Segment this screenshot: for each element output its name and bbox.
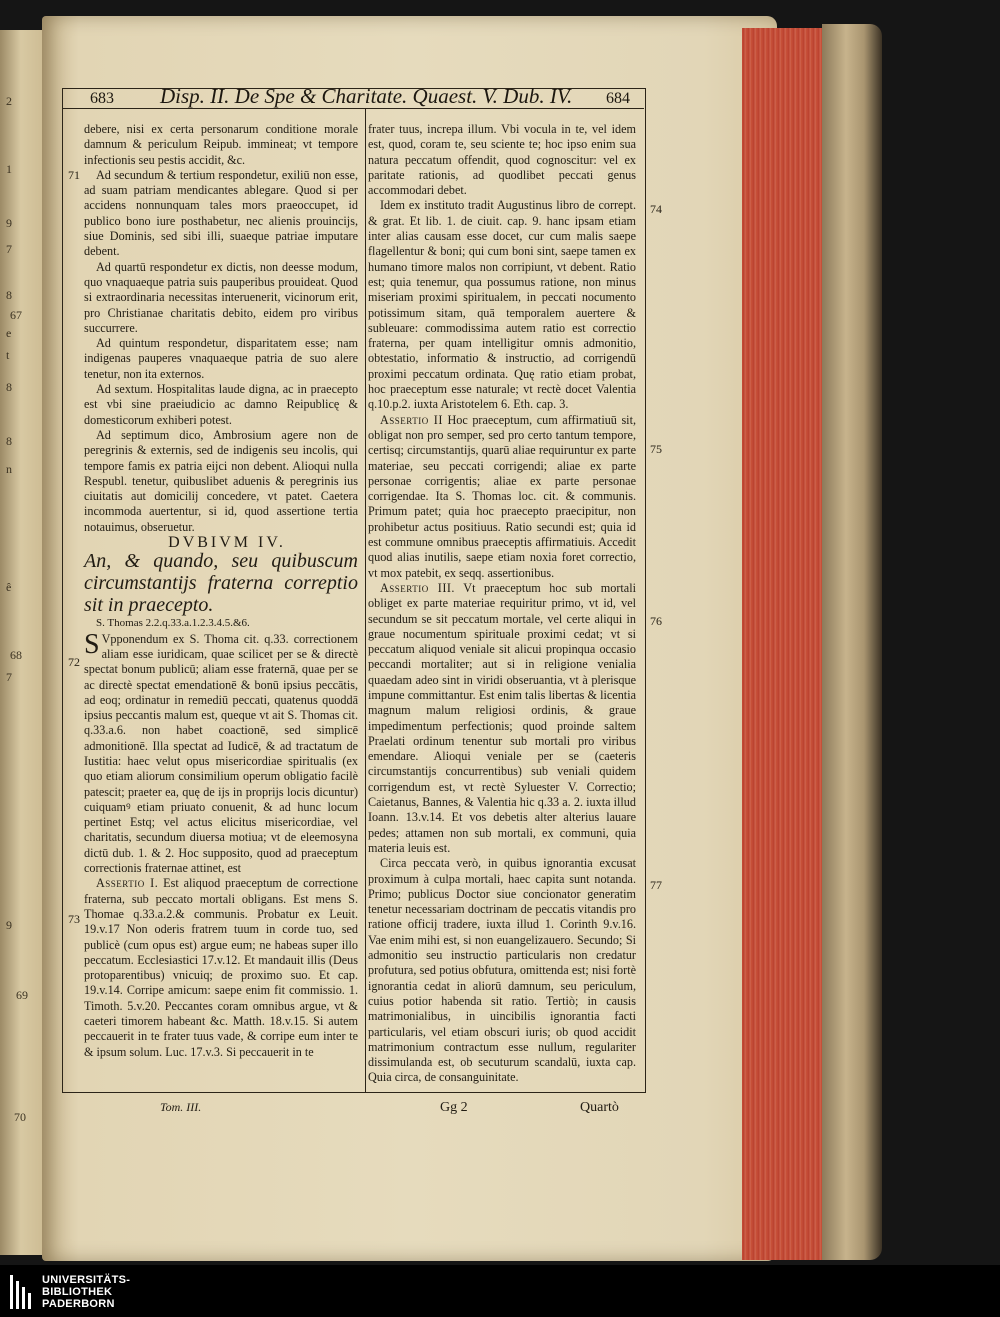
left-fragment: 67 bbox=[10, 308, 22, 322]
left-fragment: 9 bbox=[6, 216, 12, 230]
margin-number: 71 bbox=[68, 168, 80, 182]
library-line: PADERBORN bbox=[42, 1298, 115, 1310]
paragraph: Idem ex instituto tradit Augustinus libro de corrept. & grat. Et lib. 1. de ciuit. cap. 9. hanc ipsam etiam inter alias causam esse docet, cur cum malis saepe flagellentur & boni; qui cum boni sint, saepe tamen ex humano timore malos non corripiunt, vt debent. Ratio est; quia tenemur, qua possumus ratione, non minus miseriam proximi spiritualem, in peccati nocumento potissimum sitam, quā temporalem auertere & subleuare: commodissima autem ratio est correctio fraterna, per quam intelligitur omnis admonitio, obtestatio, informatio & instructio, ad corrigendū proximi peccatum ordinata. Quę ratio etiam probat, hoc praeceptum esse naturale; vt rectè docet Valentia q.10.p.2. iuxta Aristotelem 6. Eth. cap. 3. bbox=[368, 198, 636, 412]
paragraph: Ad secundum & tertium respondetur, exiliū non esse, ad suam patriam mendicantes ablegare. Quod si per accidens nonnunquam tales mors praeoccupet, id publico bono iure posthabetur, nec alienis prouincijs, siue Dominis, sed sibi illi, suaeque patriae imputare debent. bbox=[84, 167, 358, 259]
library-logo-icon bbox=[10, 1275, 34, 1309]
paragraph: Ad quartū respondetur ex dictis, non deesse modum, quo vnaquaeque patria suis pauperibus prouideat. Quod si extraordinaria necessitas interuenerit, vicinorum erit, pro Christianae charitatis debito, eidem pro viribus succurrere. bbox=[84, 259, 358, 335]
left-fragment: 8 bbox=[6, 434, 12, 448]
drop-cap: S bbox=[84, 628, 100, 660]
assertion-paragraph bbox=[368, 413, 636, 581]
left-fragment: 68 bbox=[10, 648, 22, 662]
left-fragment: 2 bbox=[6, 94, 12, 108]
left-fragment: 69 bbox=[16, 988, 28, 1002]
left-page-number: 683 bbox=[90, 90, 114, 107]
volume-mark: Tom. III. bbox=[160, 1100, 202, 1114]
right-column bbox=[368, 122, 636, 1086]
margin-number: 74 bbox=[650, 202, 662, 216]
paragraph-text: Est aliquod praeceptum de correctione fraterna, sub peccato mortali obligans. Est mens S. Thomae q.33.a.2.& communis. Probatur ex Leuit. 19.v.17 Non oderis fratrem tuum in corde tuo, sed publicè (cum opus est) argue eum; ne habeas super illo peccatum. Ecclesiastici 17.v.12. Et mandauit illis (Deus protoparentibus) vnicuiq; de proximo suo. Et cap. 19.v.14. Corripe amicum: saepe enim fit commissio. 1. Timoth. 5.v.20. Peccantes coram omnibus argue, vt & caeteri timorem habeant &c. Matth. 18.v.15. Si autem peccauerit in te frater tuus vade, & corripe eum inter te & ipsum solum. Luc. 17.v.3. Si peccauerit in te bbox=[84, 876, 358, 1059]
margin-number: 76 bbox=[650, 614, 662, 628]
left-fragment: n bbox=[6, 462, 12, 476]
catchword: Quartò bbox=[580, 1100, 619, 1115]
dubium-heading: DVBIVM IV. bbox=[168, 534, 286, 552]
left-fragment: 8 bbox=[6, 380, 12, 394]
left-fragment: 7 bbox=[6, 670, 12, 684]
dubium-citation: S. Thomas 2.2.q.33.a.1.2.3.4.5.&6. bbox=[96, 617, 250, 630]
paragraph-text: Hoc praeceptum, cum affirmatiuū sit, obligat non pro semper, sed pro certo tantum tempore, certisq; circumstantijs, quarū aliae requiruntur ex parte materiae, seu peccati corrigendi; aliae ex parte personae corrigentis; aliae ex parte personae corrigendae. Ita S. Thomas loc. cit. & communis. Primum patet; quia hoc praecepto praecipitur, non prohibetur actus positiuus. Ratio secundi est; quia id est commune omnibus praeceptis affirmatiuis. Accedit quod alias inutilis, saepe etiam noxia foret correctio, vt mox patebit, ex seqq. assertionibus. bbox=[368, 412, 637, 580]
right-page-number: 684 bbox=[606, 90, 630, 107]
library-banner bbox=[0, 1265, 1000, 1317]
red-page-edge bbox=[742, 28, 830, 1260]
paragraph: Ad sextum. Hospitalitas laude digna, ac in praecepto est vbi sine praeiudicio ac damno Reipublicę & domesticorum exhiberi potest. bbox=[84, 382, 358, 427]
signature-mark: Gg 2 bbox=[440, 1100, 468, 1115]
paragraph-text: Vt praeceptum hoc sub mortali obliget ex parte materiae requiritur primo, vt id, vel secundum se sit peccatum mortale, vel certe aliqui in graue nocumentum spirituale proximi cedat; vt si peccatum aliquod veniale sit alicui propinqua occasio peccandi mortaliter; aut si in religione venialia quaedam adeo sint in viridi obseruantia, vt à plerisque impune committantur. Est enim talis libertas & licentia magnum malum religiosi ordinis, & graue impedimentum perfectionis; quod proinde saltem Praelati ordinum tenentur sub mortali pro viribus emendare. Alioqui veniale per se (caeteris circumstantijs concurrentibus) sub veniali quidem corrigendum est, vt rectè Syluester V. Correctio; Caietanus, Bannes, & Valentia hic q.33 a. 2. iuxta illud Ioann. 13.v.14. Et vos debetis alter alterius lauare pedes; attamen non sub mortali, ex communi, quia materia leuis est. bbox=[368, 580, 636, 855]
library-name bbox=[42, 1274, 130, 1310]
left-fragment: e bbox=[6, 326, 12, 340]
margin-number: 75 bbox=[650, 442, 662, 456]
assertion-label: Assertio I. bbox=[96, 876, 159, 891]
library-line: BIBLIOTHEK bbox=[42, 1286, 113, 1298]
left-fragment: 1 bbox=[6, 162, 12, 176]
paragraph-with-initial bbox=[84, 628, 358, 877]
left-fragment: 9 bbox=[6, 918, 12, 932]
book-cover-edge bbox=[822, 24, 882, 1260]
column-divider bbox=[365, 108, 366, 1092]
assertion-paragraph bbox=[368, 581, 636, 856]
left-fragment: 8 bbox=[6, 288, 12, 302]
running-title: Disp. II. De Spe & Charitate. Quaest. V. Dub. IV. bbox=[160, 84, 573, 108]
paragraph-text: Vpponendum ex S. Thoma cit. q.33. correctionem aliam esse iuridicam, quae scilicet per se & directè spectat bonum publicū; aliam esse fraternā, quae per se ac directè spectat emendationē & bonū ipsius peccātis, ad eoq; ordinatur in remediū peccati, quatenus quoddā ipsius peccantis malum est, queque vt ait S. Thomas cit. q.33.a.6. non habet coactionē, sed simplicē admonitionē. Illa spectat ad Iudicē, & ad tractatum de Iustitia: haec velut opus misericordiae spiritualis (ex quo etiam aliorum consimilium operum obligatio facilè patescit; praeter ea, quę de ijs in proprijs locis dicuntur) cuiquamꝰ etiam priuato conuenit, & ad hunc locum pertinet Estq; vel actus elicitus misericordiae, vel charitatis, secundum diuersa motiua; vt de eleemosyna dictū dub. 1. & 2. Hoc supposito, quod ad praeceptum correctionis fraternae attinet, est bbox=[84, 631, 358, 876]
assertion-label: Assertio II bbox=[380, 412, 443, 427]
paragraph: Ad quintum respondetur, disparitatem esse; nam indigenas pauperes vnaquaeque patria de suo alere tenetur, non ita externos. bbox=[84, 336, 358, 381]
left-fragment: 70 bbox=[14, 1110, 26, 1124]
assertion-label: Assertio III. bbox=[380, 580, 455, 595]
left-fragment: 7 bbox=[6, 242, 12, 256]
paragraph: Ad septimum dico, Ambrosium agere non de peregrinis & externis, sed de indigenis seu incolis, qui tempore famis ex patria eijci non debent. Alioqui nulla Respubl. tenetur, quibuslibet aduenis & peregrinis ius ciuitatis aut domicilij concedere, vt patet. Caetera incommoda auertentur, si id, quod assertione tertia notauimus, obseruetur. bbox=[84, 427, 358, 534]
left-column bbox=[84, 122, 358, 1060]
paragraph: debere, nisi ex certa personarum conditione morale damnum & periculum Reipub. immineat; vt tempore infectionis seu pestis accidit, &c. bbox=[84, 122, 358, 167]
paragraph: Circa peccata verò, in quibus ignorantia excusat proximum à culpa mortali, haec capita sunt notanda. Primo; publicus Doctor siue concionator generatim tenetur necessariam doctrinam de peccatis vitandis pro ratione officij tradere, iuxta illud 1. Corinth 9.v.16. Vae enim mihi est, si non euangelizauero. Secundo; Si admonitio seu instructio particularis non credatur profutura, sed potius obfutura, omittenda est; nisi fortè ignorantia cedat in aliorū damnum, seu periculum, cuius potior habenda sit ratio. Tertiò; in causis matrimonialibus, in uincibilis ignorantia facti particularis, vel etiam obscuri iuris; ob quod accidit matrimonium contractum esse nullum, regulariter dissimulanda est, ob secuturum scandalū, iuxta cap. Quia circa, de consanguinitate. bbox=[368, 856, 636, 1085]
dubium-title: An, & quando, seu quibuscum circumstantijs fraterna correptio sit in praecepto. bbox=[84, 550, 358, 617]
paragraph: frater tuus, increpa illum. Vbi vocula in te, vel idem est, quod, coram te, seu sciente te; hoc ipso enim sua natura peccatum offendit, quod cognoscitur: vel ex paritate rationis, ad quodlibet peccati genus accommodari debet. bbox=[368, 122, 636, 198]
library-line: UNIVERSITÄTS- bbox=[42, 1274, 131, 1286]
left-fragment: ê bbox=[6, 580, 12, 594]
margin-number: 72 bbox=[68, 655, 80, 669]
left-fragment: t bbox=[6, 348, 10, 362]
margin-number: 77 bbox=[650, 878, 662, 892]
assertion-paragraph bbox=[84, 876, 358, 1060]
margin-number: 73 bbox=[68, 912, 80, 926]
